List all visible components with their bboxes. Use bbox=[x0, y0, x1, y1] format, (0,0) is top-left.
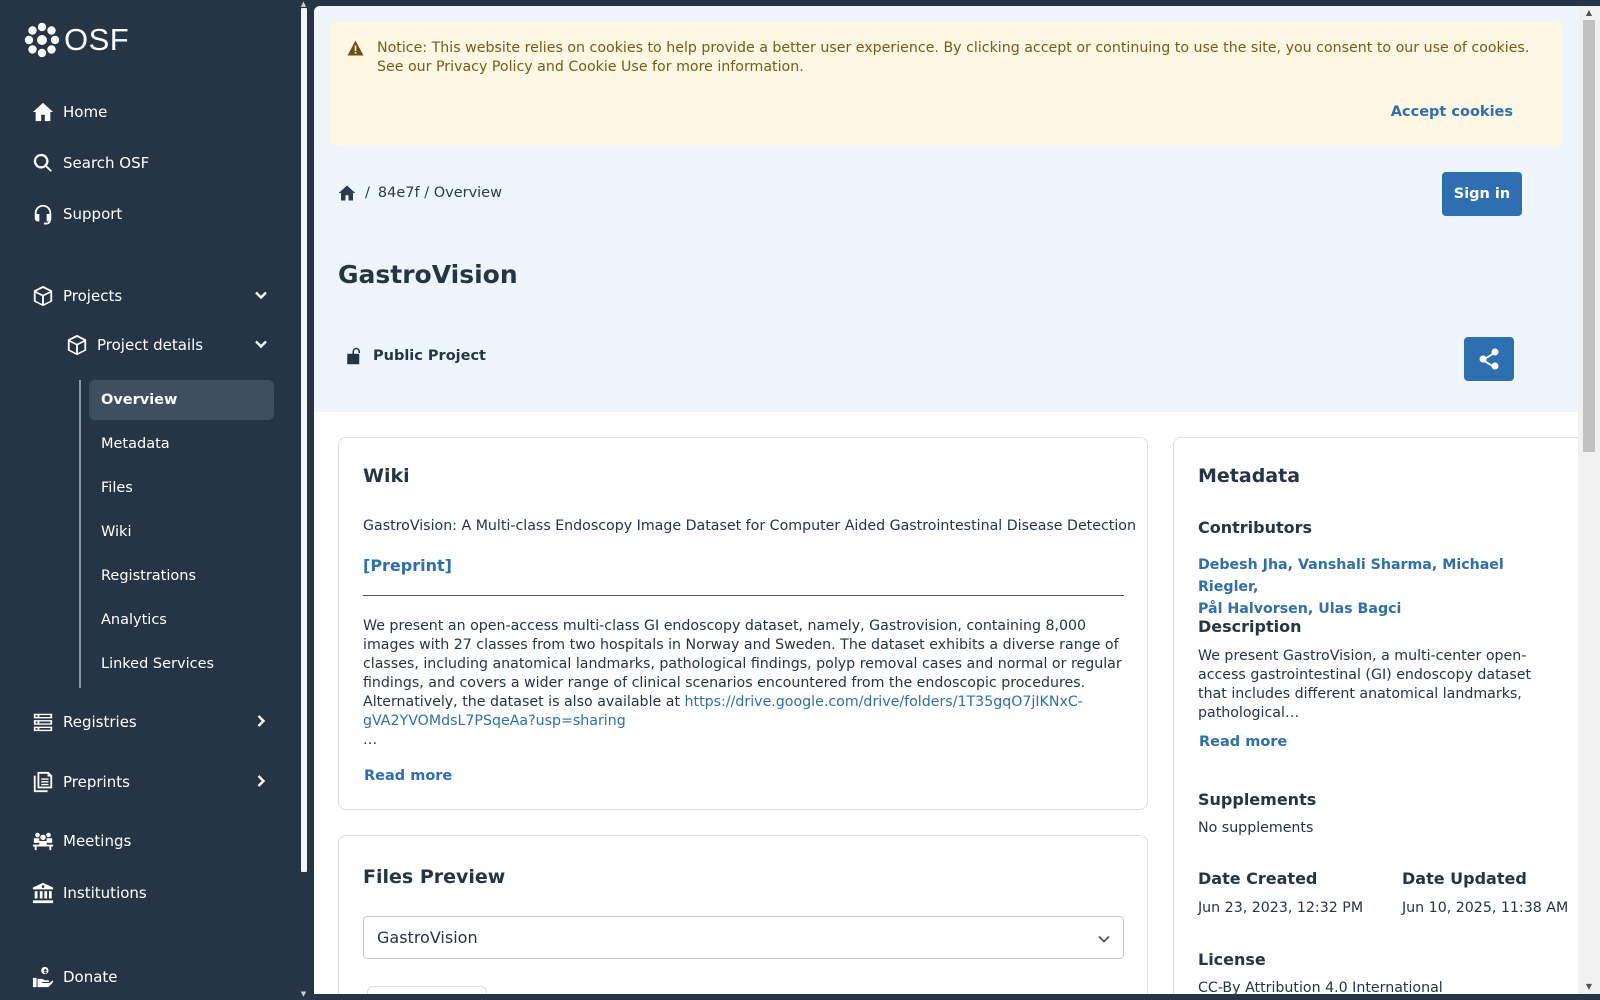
metadata-card bbox=[1173, 437, 1578, 994]
wiki-heading: Wiki bbox=[363, 465, 410, 487]
chevron-right-icon[interactable] bbox=[254, 714, 270, 730]
wiki-body bbox=[363, 617, 1123, 750]
nav-institutions[interactable] bbox=[32, 882, 147, 904]
nav-preprints-label: Preprints bbox=[63, 773, 130, 791]
files-preview-heading: Files Preview bbox=[363, 866, 506, 888]
share-button[interactable] bbox=[1464, 337, 1514, 381]
nav-meetings[interactable] bbox=[32, 830, 131, 852]
breadcrumb-path[interactable]: 84e7f / Overview bbox=[377, 185, 502, 201]
contributors-list bbox=[1198, 554, 1528, 620]
nav-home-label: Home bbox=[63, 103, 108, 121]
cube-icon bbox=[32, 285, 54, 307]
sidebar-scrollbar[interactable] bbox=[300, 0, 307, 1000]
sidebar-item-analytics[interactable]: Analytics bbox=[101, 612, 167, 628]
headset-icon bbox=[32, 203, 54, 225]
sidebar-scroll-thumb[interactable] bbox=[301, 8, 307, 872]
main-scroll-thumb[interactable] bbox=[1583, 20, 1595, 452]
unlock-icon bbox=[345, 347, 363, 365]
home-icon bbox=[32, 101, 54, 123]
breadcrumb-separator: / bbox=[365, 185, 370, 201]
contributor-link[interactable]: Vanshali Sharma, bbox=[1297, 557, 1438, 573]
contributor-link[interactable]: Michael Riegler, bbox=[1198, 557, 1504, 595]
chevron-down-icon[interactable] bbox=[254, 337, 270, 353]
scroll-up-arrow-icon[interactable]: ▲ bbox=[300, 0, 307, 8]
chevron-right-icon[interactable] bbox=[254, 774, 270, 790]
sidebar-item-files[interactable]: Files bbox=[101, 480, 133, 496]
divider bbox=[363, 595, 1124, 596]
page-title: GastroVision bbox=[338, 260, 518, 289]
nav-projects-label: Projects bbox=[63, 287, 123, 305]
chevron-down-icon[interactable] bbox=[254, 288, 270, 304]
osf-logo-icon bbox=[24, 22, 60, 58]
files-provider-select[interactable] bbox=[363, 916, 1124, 959]
meetings-icon bbox=[32, 830, 54, 852]
scroll-up-arrow-icon[interactable]: ▲ bbox=[1585, 8, 1593, 17]
osf-logo[interactable] bbox=[24, 22, 129, 58]
logo-text: OSF bbox=[64, 22, 130, 57]
search-icon bbox=[32, 152, 54, 174]
nav-support-label: Support bbox=[63, 205, 123, 223]
nav-preprints[interactable] bbox=[32, 771, 268, 793]
cookie-message: Notice: This website relies on cookies to help provide a better user experience. By clicking accept or continuing to use the site, you consent to our use of cookies. See our Privacy Policy and Cookie Use for more information. bbox=[377, 40, 1530, 75]
nav-support[interactable] bbox=[32, 203, 122, 225]
cookie-banner bbox=[329, 22, 1562, 146]
visibility-badge bbox=[345, 347, 486, 365]
sidebar-item-registrations[interactable]: Registrations bbox=[101, 568, 196, 584]
contributor-link[interactable]: Debesh Jha, bbox=[1198, 557, 1294, 573]
wiki-card bbox=[338, 437, 1148, 810]
scroll-down-arrow-icon[interactable]: ▼ bbox=[300, 990, 307, 998]
nav-institutions-label: Institutions bbox=[63, 884, 147, 902]
nav-registries[interactable] bbox=[32, 711, 268, 733]
supplements-value: No supplements bbox=[1198, 820, 1314, 836]
wiki-ellipsis: … bbox=[363, 732, 378, 748]
main-content bbox=[314, 6, 1578, 994]
chevron-down-icon bbox=[1097, 932, 1111, 946]
nav-project-details[interactable] bbox=[66, 334, 268, 356]
sidebar-item-overview[interactable]: Overview bbox=[89, 380, 274, 420]
nav-projects[interactable] bbox=[32, 285, 268, 307]
wiki-body-text: We present an open-access multi-class GI endoscopy dataset, namely, Gastrovision, containing 8,000 images with 27 classes from two hospitals in Norway and Sweden. The dataset exhibits a diverse range of classes, including anatomical landmarks, pathological findings, polyp removal cases and normal or regular findings, and covers a wider range of clinical scenarios encountered from the endoscopic procedures. Alternatively, the dataset is also available at bbox=[363, 618, 1122, 710]
description-read-more-button[interactable]: Read more bbox=[1199, 734, 1288, 750]
nav-donate[interactable] bbox=[32, 966, 118, 988]
date-updated-label: Date Updated bbox=[1402, 869, 1527, 888]
preprint-link[interactable]: [Preprint] bbox=[363, 556, 452, 575]
accept-cookies-button[interactable]: Accept cookies bbox=[1390, 104, 1513, 120]
sidebar-item-linked-services[interactable]: Linked Services bbox=[101, 656, 215, 672]
date-created-value: Jun 23, 2023, 12:32 PM bbox=[1198, 900, 1364, 916]
license-value: CC-By Attribution 4.0 International bbox=[1198, 980, 1443, 994]
nav-search-label: Search OSF bbox=[63, 154, 150, 172]
home-icon[interactable] bbox=[338, 184, 356, 202]
sidebar-item-wiki[interactable]: Wiki bbox=[101, 524, 132, 540]
dataset-link[interactable]: https://drive.google.com/drive/folders/1T35gqO7jIKNxC-gVA2YVOMdsL7PSqeAa?usp=sharing bbox=[363, 694, 1083, 729]
nav-project-details-label: Project details bbox=[97, 336, 204, 354]
preprints-icon bbox=[32, 771, 54, 793]
sidebar-item-metadata[interactable]: Metadata bbox=[101, 436, 170, 452]
nav-registries-label: Registries bbox=[63, 713, 137, 731]
license-label: License bbox=[1198, 950, 1266, 969]
registries-icon bbox=[32, 711, 54, 733]
supplements-label: Supplements bbox=[1198, 790, 1317, 809]
nav-donate-label: Donate bbox=[63, 968, 118, 986]
wiki-read-more-button[interactable]: Read more bbox=[364, 768, 453, 784]
sign-in-button[interactable]: Sign in bbox=[1442, 172, 1522, 216]
nav-meetings-label: Meetings bbox=[63, 832, 132, 850]
contributor-link[interactable]: Pål Halvorsen, bbox=[1198, 601, 1314, 617]
date-created-label: Date Created bbox=[1198, 869, 1318, 888]
donate-icon bbox=[32, 966, 54, 988]
contributors-label: Contributors bbox=[1198, 518, 1313, 537]
nav-search[interactable] bbox=[32, 152, 149, 174]
description-text: We present GastroVision, a multi-center open-access gastrointestinal (GI) endoscopy dataset that includes different anatomical landmarks, pathological… bbox=[1198, 648, 1532, 721]
description-label: Description bbox=[1198, 617, 1302, 636]
metadata-heading: Metadata bbox=[1198, 465, 1301, 487]
file-list-item[interactable] bbox=[367, 986, 487, 994]
institution-icon bbox=[32, 882, 54, 904]
warning-icon bbox=[347, 40, 364, 56]
scroll-down-arrow-icon[interactable]: ▼ bbox=[1585, 982, 1593, 991]
cube-icon bbox=[66, 334, 88, 356]
files-preview-card bbox=[338, 835, 1148, 994]
nav-home[interactable] bbox=[32, 101, 107, 123]
sidebar bbox=[0, 0, 300, 1000]
breadcrumb bbox=[338, 184, 502, 202]
files-provider-selected: GastroVision bbox=[377, 928, 478, 947]
contributor-link[interactable]: Ulas Bagci bbox=[1318, 601, 1402, 617]
share-icon bbox=[1477, 347, 1501, 371]
wiki-subtitle: GastroVision: A Multi-class Endoscopy Image Dataset for Computer Aided Gastrointestinal Disease Detection bbox=[363, 518, 1136, 534]
visibility-label: Public Project bbox=[373, 348, 486, 364]
date-updated-value: Jun 10, 2025, 11:38 AM bbox=[1402, 900, 1569, 916]
main-scrollbar[interactable] bbox=[1578, 6, 1600, 994]
subnav-rail bbox=[79, 380, 81, 688]
